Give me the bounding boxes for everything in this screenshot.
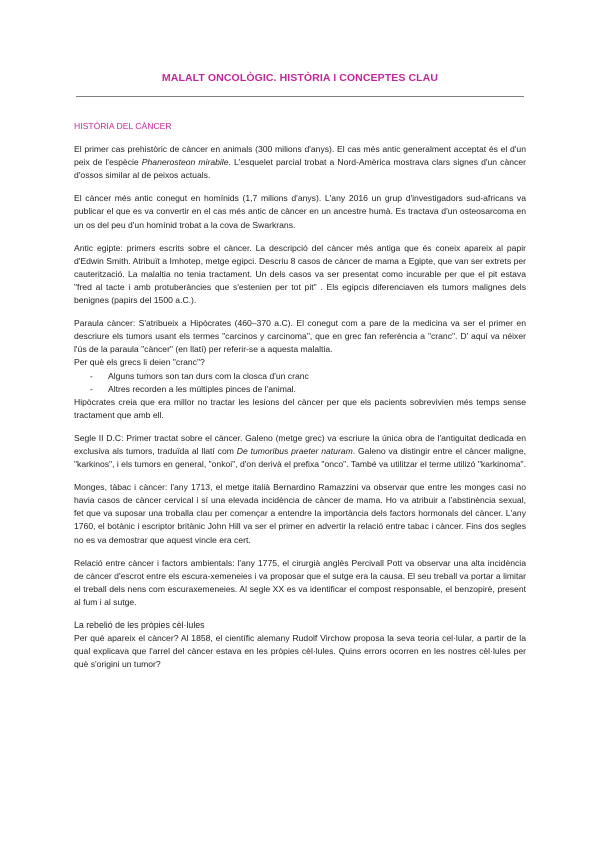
paragraph-text: . Galeno va distingir entre el càncer maligne, "karkinos", i els tumors en general, "onkoi", d'on derivà el prefixa "onco". També va utilitzar el terme utilizó "karkinoma".	[74, 445, 527, 470]
paragraph-prehistoric-animals	[74, 143, 526, 182]
paragraph-hippocrates: Hipòcrates creia que era millor no tractar les lesions del càncer per que els pacients sobrevivien més temps sense tractament que amb ell.	[74, 396, 526, 420]
book-title: De tumoribus praeter naturam	[236, 445, 353, 456]
subheading: La rebelió de les pròpies cèl·lules	[74, 620, 205, 630]
paragraph-galeno	[74, 432, 526, 471]
paragraph-environmental-factors: Relació entre càncer i factors ambientals: l'any 1775, el cirurgià anglès Percivall Pott va observar una alta incidència de càncer d'escrot entre els escura-xemeneies i va proposar que el sutge era la causa. El seu treball va portar a limitar el treball dels nens com escuraxemeneies. Al segle XX es va identificar el compost responsable, el benzopirè, present al fum i al sutge.	[74, 557, 526, 607]
paragraph-cells: Per què apareix el càncer? Al 1858, el científic alemany Rudolf Virchow proposa la seva teoria cel·lular, a partir de la qual explicava que l'arrel del càncer estava en les pròpies cèl·lules. Quins errors ocorren en les nostres cèl·lules per què s'origini un tumor?	[74, 633, 526, 670]
list-item	[74, 383, 526, 396]
paragraph-word-cancer: Paraula càncer: S'atribueix a Hipòcrates (460–370 a.C). El conegut com a pare de la medicina va ser el primer en descriure els tumors usant els termes "carcinos y carcinoma", que en grec fan referència a "cranc". D' aquí va néixer l'ús de la paraula "càncer" (en llatí) per referir-se a aquesta malaltia.	[74, 318, 526, 355]
list-bullet: -	[90, 370, 93, 381]
document-title: MALALT ONCOLÒGIC. HISTÒRIA I CONCEPTES CLAU	[161, 72, 439, 84]
paragraph-nuns-tobacco: Monges, tàbac i càncer: l'any 1713, el metge italià Bernardino Ramazzini va observar que entre les monges casi no havia casos de càncer cervical i sí una elevada incidència de càncer de mama. Ho va atribuir a l'abstinència sexual, fet que va suposar una troballa clau per començar a entendre la importància dels factors hormonals del càncer. L'any 1760, el botànic i escriptor britànic John Hill va ser el primer en advertir la relació entre tabac i càncer. Fins dos segles no es va demostrar que aquest vincle era cert.	[74, 482, 526, 545]
document-body	[74, 120, 526, 681]
reasons-list	[74, 370, 526, 396]
paragraph-text: Segle II D.C: Primer tractat sobre el càncer. Galeno (metge grec) va escriure la única obra de l'antiguitat dedicada en exclusiva als tumors, traduïda al llatí com	[74, 432, 526, 456]
list-item-text: Alguns tumors son tan durs com la closca d'un cranc	[108, 370, 309, 381]
list-bullet: -	[90, 383, 93, 394]
species-name: Phanerosteon mirabile	[141, 157, 229, 168]
section-heading: HISTÒRIA DEL CÀNCER	[74, 121, 172, 131]
list-item	[74, 370, 526, 383]
paragraph-question: Per què els grecs li deien "cranc"?	[74, 357, 205, 368]
list-item-text: Altres recorden a les múltiples pinces de l'animal.	[108, 383, 296, 394]
title-divider	[76, 96, 524, 97]
paragraph-ancient-egypt: Antic egipte: primers escrits sobre el càncer. La descripció del càncer més antiga que és coneix apareix al papir d'Edwin Smith. Atribuït a Imhotep, metge egipci. Descriu 8 casos de càncer de mama a Egipte, que van ser extrets per cauterització. La malaltia no tenia tractament. Un dels casos va ser presentat como incurable per que el pit estava "fred al tacte i amb protuberàncies que s'estenien per tot pit" . Els egipcis diferenciaven els tumors malignes dels benignes (papirs del 1500 a.C.).	[74, 242, 526, 306]
paragraph-text: . L'esquelet parcial trobat a Nord-Amèrica mostrava clars signes d'un càncer d'ossos similar al de peixos actuals.	[74, 157, 526, 181]
paragraph-hominids: El càncer més antic conegut en homínids (1,7 milions d'anys). L'any 2016 un grup d'investigadors sud-africans va publicar el que es va convertir en el cas més antic de càncer en un ancestre humà. Es tractava d'un osteosarcoma en un os del peu d'un homínid trobat a la cova de Swarkrans.	[74, 193, 526, 230]
paragraph-text: El primer cas prehistòric de càncer en animals (300 milions d'anys). El cas més antic generalment acceptat és el d'un peix de l'espècie	[74, 144, 526, 168]
